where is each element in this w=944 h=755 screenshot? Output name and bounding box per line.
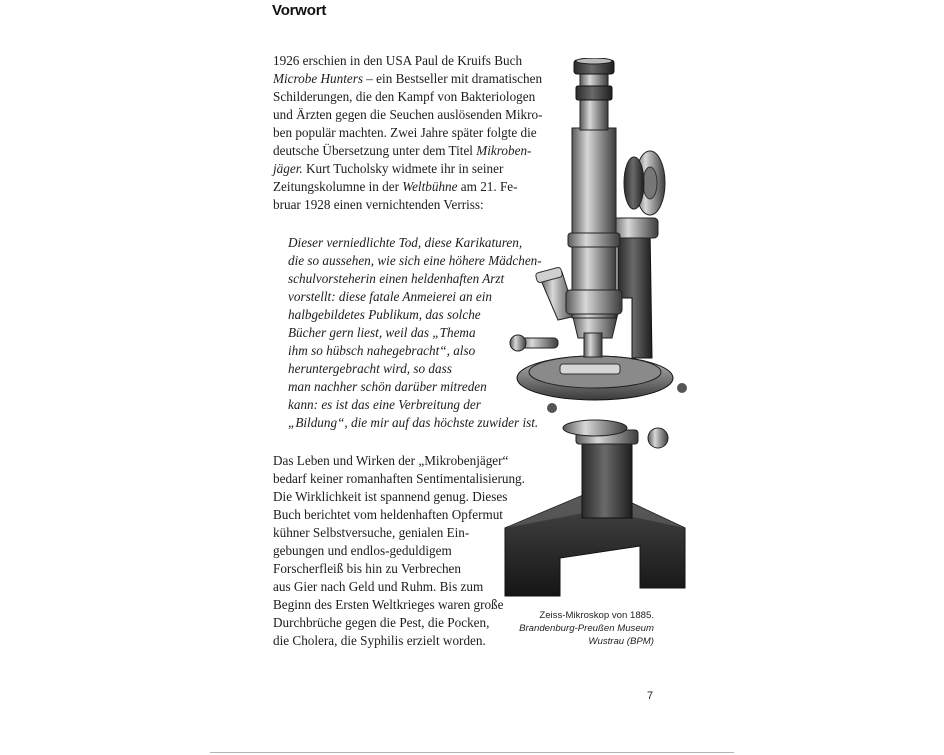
intro-line-3: Schilderungen, die den Kampf von Bakteriologen xyxy=(273,89,536,104)
quote-line-2: die so aussehen, wie sich eine höhere Mädchen- xyxy=(288,253,542,268)
quote-line-7: ihm so hübsch nahegebracht“, also xyxy=(288,343,476,358)
quote-line-3: schulvorsteherin einen heldenhaften Arzt xyxy=(288,271,505,286)
quote-line-11: „Bildung“, die mir auf das höchste zuwider ist. xyxy=(288,415,539,430)
body-line-7: Forscherfleiß bis hin zu Verbrechen xyxy=(273,561,461,576)
intro-line-4: und Ärzten gegen die Seuchen auslösenden Mikro- xyxy=(273,107,543,122)
body-line-9: Beginn des Ersten Weltkrieges waren große xyxy=(273,597,504,612)
microscope-illustration xyxy=(500,58,690,603)
intro-line-7: jäger. Kurt Tucholsky widmete ihr in seiner xyxy=(273,161,504,176)
book-title-mikrobenjaeger-part1: Mikroben- xyxy=(476,143,532,158)
body-line-5: kühner Selbstversuche, genialen Ein- xyxy=(273,525,470,540)
intro-line-5: ben populär machten. Zwei Jahre später folgte die xyxy=(273,125,537,140)
quote-line-5: halbgebildetes Publikum, das solche xyxy=(288,307,481,322)
body-line-10: Durchbrüche gegen die Pest, die Pocken, xyxy=(273,615,490,630)
quote-line-9: man nachher schön darüber mitreden xyxy=(288,379,487,394)
quote-line-6: Bücher gern liest, weil das „Thema xyxy=(288,325,476,340)
caption-line-1: Zeiss-Mikroskop von 1885. xyxy=(539,610,654,621)
intro-line-1: 1926 erschien in den USA Paul de Kruifs Buch xyxy=(273,53,523,68)
book-title-mikrobenjaeger-part2: jäger. xyxy=(273,161,303,176)
body-line-8: aus Gier nach Geld und Ruhm. Bis zum xyxy=(273,579,484,594)
body-line-11: die Cholera, die Syphilis erzielt worden. xyxy=(273,633,486,648)
bottom-divider xyxy=(210,752,734,753)
body-line-2: bedarf keiner romanhaften Sentimentalisierung. xyxy=(273,471,525,486)
page-number: 7 xyxy=(647,690,654,702)
body-line-6: gebungen und endlos-geduldigem xyxy=(273,543,452,558)
book-title-microbe-hunters: Microbe Hunters xyxy=(273,71,363,86)
intro-line-8: Zeitungskolumne in der Weltbühne am 21. Fe- xyxy=(273,179,518,194)
body-line-3: Die Wirklichkeit ist spannend genug. Dieses xyxy=(273,489,508,504)
quote-line-10: kann: es ist das eine Verbreitung der xyxy=(288,397,481,412)
intro-line-6: deutsche Übersetzung unter dem Titel Mikroben- xyxy=(273,143,532,158)
quote-line-4: vorstellt: diese fatale Anmeierei an ein xyxy=(288,289,492,304)
body-line-1: Das Leben und Wirken der „Mikrobenjäger“ xyxy=(273,453,509,468)
intro-line-2: Microbe Hunters – ein Bestseller mit dramatischen xyxy=(273,71,543,86)
quote-line-1: Dieser verniedlichte Tod, diese Karikaturen, xyxy=(288,235,523,250)
intro-line-9: bruar 1928 einen vernichtenden Verriss: xyxy=(273,197,484,212)
quote-line-8: heruntergebracht wird, so dass xyxy=(288,361,452,376)
body-line-4: Buch berichtet vom heldenhaften Opfermut xyxy=(273,507,503,522)
magazine-title-weltbuehne: Weltbühne xyxy=(402,179,458,194)
caption-line-2: Brandenburg-Preußen Museum xyxy=(519,623,654,634)
caption-line-3: Wustrau (BPM) xyxy=(588,636,654,647)
chapter-heading: Vorwort xyxy=(272,2,327,19)
